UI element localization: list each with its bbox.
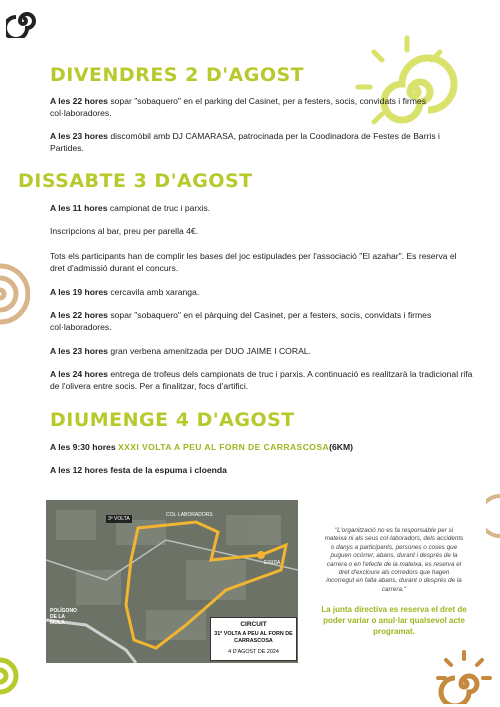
saturday-item-7: A les 24 hores entrega de trofeus dels campionats de truc i parxis. A continuació es realitzarà la tradicional rifa de l'olivera entre socis. Per a finalitzar, focs d'artifici. <box>50 369 473 391</box>
board-reserve-note: La junta directiva es reserva el dret de poder variar o anul·lar qualsevol acte programat. <box>321 605 467 636</box>
friday-title: DIVENDRES 2 D'AGOST <box>50 64 305 86</box>
circuit-line-1: 31ª VOLTA A PEU AL FORN DE CARRASCOSA <box>214 631 293 644</box>
saturday-item-3: Tots els participants han de complir les bases del joc estipulades per l'associació "El azahar". Es reserva el dret d'admissió durant el concurs. <box>50 251 457 273</box>
friday-item-1: A les 22 hores sopar "sobaquero" en el parking del Casinet, per a festers, socis, convidats i firmes col·laboradores. <box>50 96 426 118</box>
saturday-title: DISSABTE 3 D'AGOST <box>18 170 253 192</box>
organizer-disclaimer: "L'organització no es fa responsable per si mateixa ni als seus col·laboradors, dels accidents o danys a participants, persones o coses que puguen ocórrer, abans, durant i després de la carrera o en l'efecte de la mateixa, es reserva el dret d'excloure als corredors que hagen incorregut en falta abans, durant o després de la carrera." <box>324 527 464 593</box>
saturday-item-2: Inscripcions al bar, preu per parella 4€. <box>50 226 199 236</box>
sunday-item-2: A les 12 hores festa de la espuma i cloenda <box>50 465 227 475</box>
sun-spiral-icon-bottom-right <box>434 648 494 704</box>
saturday-item-5: A les 22 hores sopar "sobaquero" en el pàrquing del Casinet, per a festers, socis, convidats i firmes col·laboradores. <box>50 310 432 332</box>
friday-item-2: A les 23 hores discomòbil amb DJ CAMARASA, patrocinada per la Coodinadora de Festes de Barris i Partides. <box>50 131 440 153</box>
sunday-title: DIUMENGE 4 D'AGOST <box>50 409 295 431</box>
map-label-polygon: POLÍGONO DE LA MOLA <box>50 608 77 626</box>
sunday-item-1: A les 9:30 hores XXXI VOLTA A PEU AL FORN DE CARRASCOSA(6KM) <box>50 442 353 452</box>
spiral-icon-bottom-left <box>0 646 26 707</box>
map-label-start: EIXIDA <box>264 560 281 566</box>
saturday-item-1: A les 11 hores campionat de truc i parxis. <box>50 203 211 213</box>
saturday-item-6: A les 23 hores gran verbena amenitzada per DUO JAIME I CORAL. <box>50 346 311 356</box>
map-label-sponsors: COL·LABORADORS <box>166 512 213 518</box>
spiral-icon-left-mid <box>0 256 30 332</box>
spiral-icon-top-left <box>6 4 40 38</box>
circuit-title: CIRCUIT <box>240 621 267 628</box>
sun-spiral-icon-top-right <box>352 32 462 142</box>
saturday-item-4: A les 19 hores cercavila amb xaranga. <box>50 287 200 297</box>
spiral-icon-right-edge <box>486 486 500 546</box>
circuit-info-box <box>210 617 297 661</box>
circuit-line-2: 4 D'AGOST DE 2024 <box>228 649 279 655</box>
map-label-lap: 3ª VOLTA <box>108 516 130 522</box>
